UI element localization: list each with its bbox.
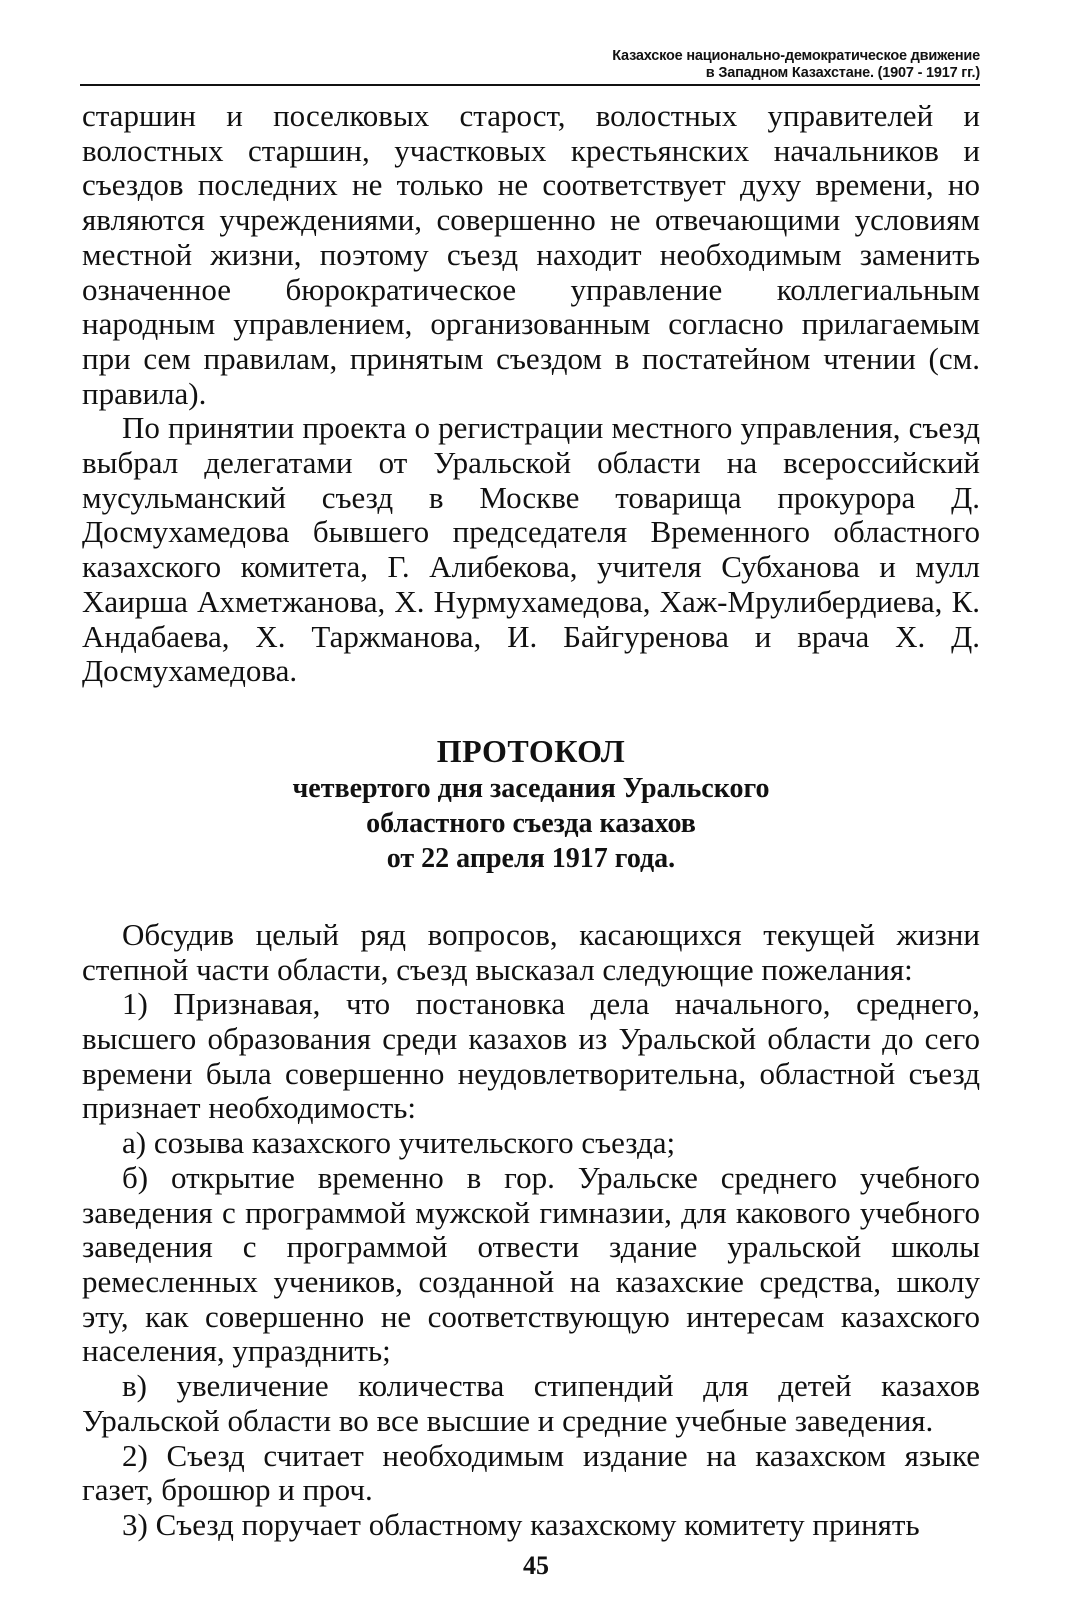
running-header-line1: Казахское национально-демократическое движение bbox=[612, 48, 980, 64]
protocol-item-1b: б) открытие временно в гор. Уральске среднего учебного заведения с программой мужской гимназии, для какового учебного заведения с программой отвести здание уральской школы ремесленных учеников, созданной на казахские средства, школу эту, как совершенно не соответствующую интересам казахского населения, упразднить; bbox=[82, 1159, 980, 1369]
heading-line1: четвертого дня заседания Уральского bbox=[292, 772, 770, 804]
protocol-item-1: 1) Признавая, что постановка дела начального, среднего, высшего образования среди казахов из Уральской области до сего времени была совершенно неудовлетворительна, областной съезд признает необходимость: bbox=[82, 986, 980, 1126]
body-text bbox=[82, 99, 980, 1543]
protocol-item-1a: а) созыва казахского учительского съезда; bbox=[122, 1125, 676, 1161]
heading-line3: от 22 апреля 1917 года. bbox=[386, 842, 676, 874]
header-rule bbox=[80, 84, 980, 86]
protocol-item-3: 3) Съезд поручает областному казахскому комитету принять bbox=[122, 1506, 920, 1542]
protocol-intro: Обсудив целый ряд вопросов, касающихся текущей жизни степной части области, съезд высказал следующие пожелания: bbox=[82, 916, 980, 987]
heading-title: ПРОТОКОЛ bbox=[436, 732, 626, 769]
heading-line2: областного съезда казахов bbox=[366, 807, 696, 839]
protocol-item-2: 2) Съезд считает необходимым издание на казахском языке газет, брошюр и проч. bbox=[82, 1437, 980, 1508]
page-number: 45 bbox=[523, 1551, 549, 1580]
protocol-heading bbox=[82, 731, 980, 876]
protocol-item-1v: в) увеличение количества стипендий для детей казахов Уральской области во все высшие и средние учебные заведения. bbox=[82, 1368, 980, 1438]
running-header-line2: в Западном Казахстане. (1907 - 1917 гг.) bbox=[705, 65, 980, 81]
delegates-paragraph: По принятии проекта о регистрации местного управления, съезд выбрал делегатами от Уральской области на всероссийский мусульманский съезд в Москве товарища прокурора Д. Досмухамедова бывшего председателя Временного областного казахского комитета, Г. Алибекова, учителя Субханова и мулл Хаирша Ахметжанова, Х. Нурмухамедова, Хаж-Мрулибердиева, К. Андабаева, Х. Таржманова, И. Байгуренова и врача Х. Д. Досмухамедова. bbox=[82, 410, 980, 689]
continuation-paragraph: старшин и поселковых старост, волостных управителей и волостных старшин, участковых крестьянских начальников и съездов последних не только не соответствует духу времени, но являются учреждениями, совершенно не отвечающими условиям местной жизни, поэтому съезд находит необходимым заменить означенное бюрократическое управление коллегиальным народным управлением, организованным согласно прилагаемым при сем правилам, принятым съездом в постатейном чтении (см. правила). bbox=[82, 98, 980, 411]
running-header bbox=[420, 48, 980, 82]
